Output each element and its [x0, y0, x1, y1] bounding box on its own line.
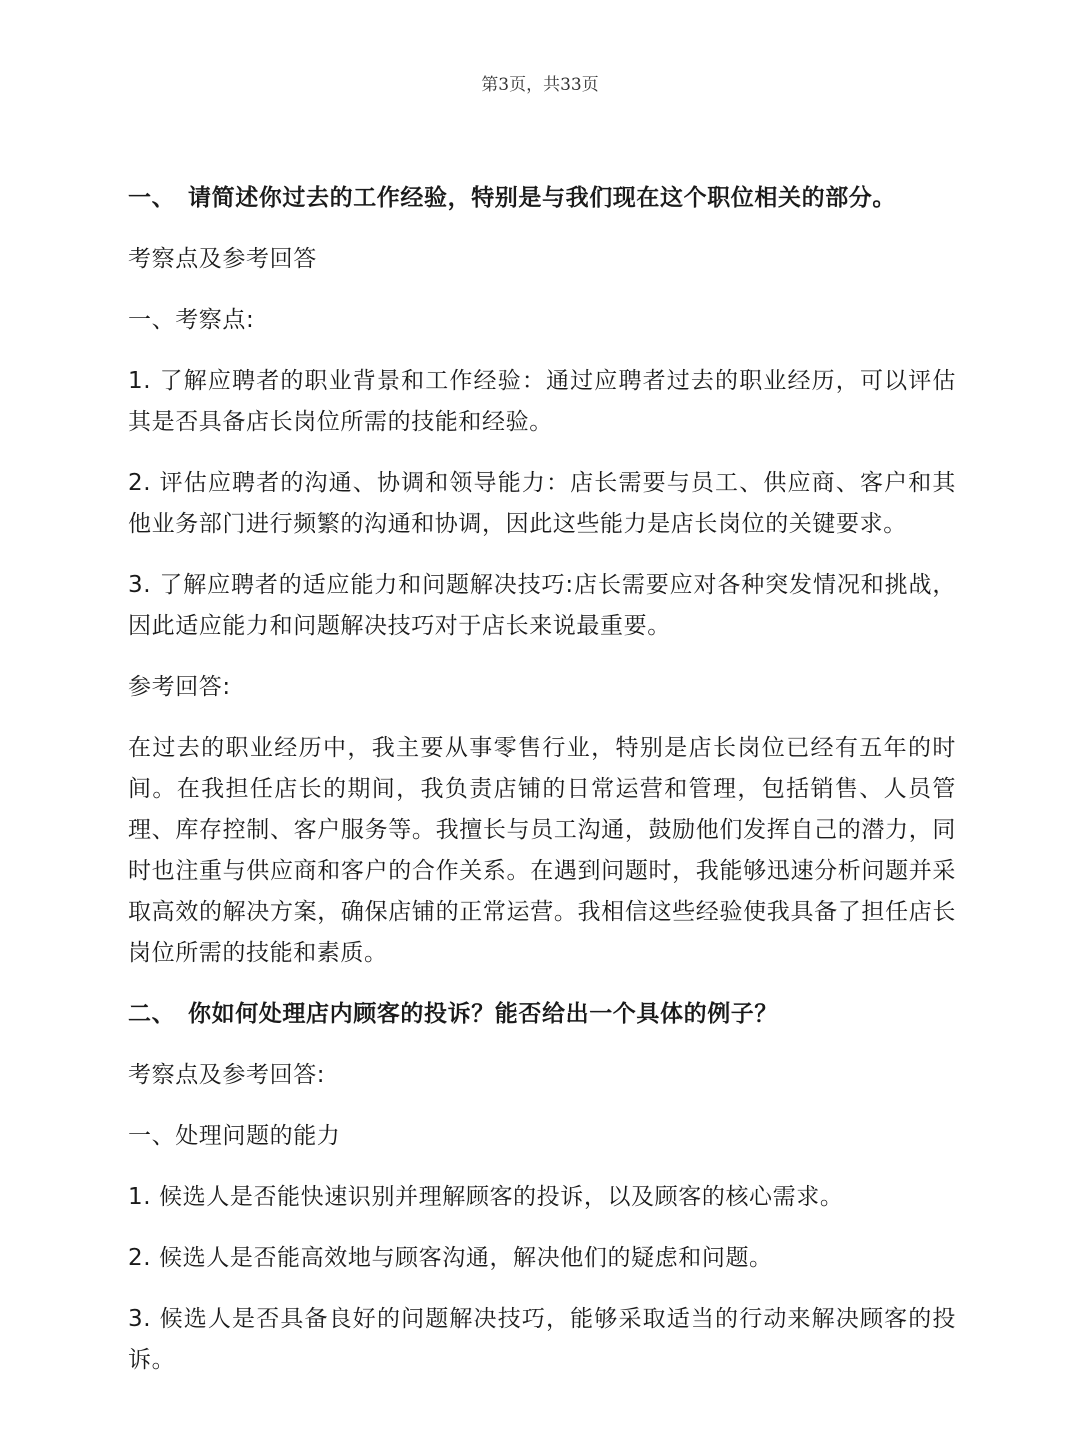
- points-title: 一、考察点:: [128, 307, 255, 333]
- answer-title: 参考回答:: [128, 674, 231, 700]
- points-title: 一、处理问题的能力: [128, 1123, 341, 1149]
- question-number: 一、: [128, 185, 176, 211]
- question-heading: [128, 994, 956, 1035]
- point-item: 3. 了解应聘者的适应能力和问题解决技巧:店长需要应对各种突发情况和挑战，因此适应能力和问题解决技巧对于店长来说最重要。: [128, 572, 956, 639]
- section-subtitle: 考察点及参考回答:: [128, 1062, 326, 1088]
- answer-paragraph: 在过去的职业经历中，我主要从事零售行业，特别是店长岗位已经有五年的时间。在我担任店长的期间，我负责店铺的日常运营和管理，包括销售、人员管理、库存控制、客户服务等。我擅长与员工沟通，鼓励他们发挥自己的潜力，同时也注重与供应商和客户的合作关系。在遇到问题时，我能够迅速分析问题并采取高效的解决方案，确保店铺的正常运营。我相信这些经验使我具备了担任店长岗位所需的技能和素质。: [128, 735, 956, 966]
- question-text: 请简述你过去的工作经验，特别是与我们现在这个职位相关的部分。: [188, 185, 896, 211]
- point-item: 1. 了解应聘者的职业背景和工作经验：通过应聘者过去的职业经历，可以评估其是否具备店长岗位所需的技能和经验。: [128, 368, 956, 435]
- page-indicator: 第3页，共33页: [481, 75, 599, 95]
- point-item: 2. 候选人是否能高效地与顾客沟通，解决他们的疑虑和问题。: [128, 1245, 773, 1271]
- question-heading: [128, 178, 956, 219]
- point-item: 1. 候选人是否能快速识别并理解顾客的投诉，以及顾客的核心需求。: [128, 1184, 844, 1210]
- question-number: 二、: [128, 1001, 176, 1027]
- question-text: 你如何处理店内顾客的投诉？能否给出一个具体的例子？: [188, 1001, 778, 1027]
- point-item: 2. 评估应聘者的沟通、协调和领导能力：店长需要与员工、供应商、客户和其他业务部门进行频繁的沟通和协调，因此这些能力是店长岗位的关键要求。: [128, 470, 956, 537]
- section-subtitle: 考察点及参考回答: [128, 246, 317, 272]
- point-item: 3. 候选人是否具备良好的问题解决技巧，能够采取适当的行动来解决顾客的投诉。: [128, 1306, 956, 1373]
- document-body: [128, 178, 956, 1401]
